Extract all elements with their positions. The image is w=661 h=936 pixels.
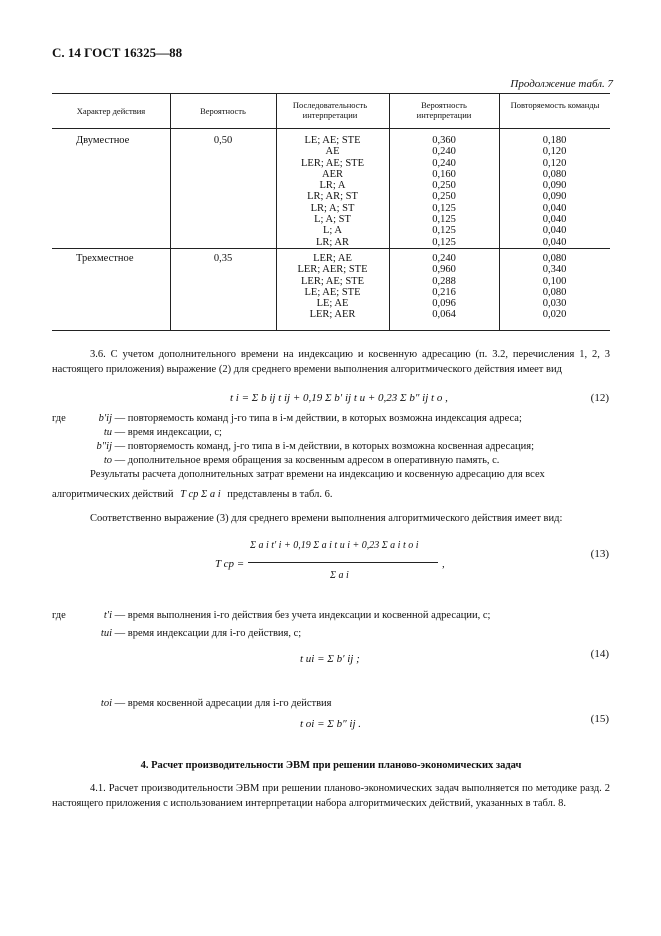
table-cell-kind: Трехместное [76,253,134,264]
equation-13-denominator: Σ a i [330,570,349,581]
table-cell-sequence: L; A; ST [314,214,351,226]
equation-13-lhs: T ср = [215,558,245,570]
table-cell-repeatability: 0,040 [542,236,567,248]
table-cell-interp-probability: 0,240 [432,157,456,169]
page-header: С. 14 ГОСТ 16325—88 [52,45,183,60]
table-cell-repeatability: 0,090 [542,191,567,203]
table-cell-repeatability: 0,040 [542,225,567,237]
definition-item: b′ij — повторяемость команд j-го типа в i-м действии, в которых возможна индексация адреса; [98,413,522,424]
table-cell-repeatability: 0,040 [542,202,567,214]
results-paragraph-line1: Результаты расчета дополнительных затрат времени на индексацию и косвенную адресацию для всех [90,469,545,480]
paragraph-4-1: 4.1. Расчет производительности ЭВМ при решении планово-экономических задач выполняется по методике разд. 2 настоящего приложения с использованием интерпретации набора алгоритмических действий, указанных в табл. 8. [52,783,610,809]
equation-14: t иi = Σ b′ ij ; [300,653,360,665]
table-cell-sequence: LR; AR [316,236,349,248]
table-cell-probability: 0,50 [213,135,233,146]
col-header-interp-probability: Вероятность интерпретации [416,100,472,120]
section-heading: 4. Расчет производительности ЭВМ при решении планово-экономических задач [140,760,522,771]
table-cell-repeatability: 0,080 [542,168,567,180]
equation-number: (13) [590,548,609,560]
definition-item: tи — время индексации, с; [103,427,222,438]
results-paragraph-line2: алгоритмических действий T ср Σ a i представлены в табл. 6. [52,489,333,500]
table-cell-interp-probability: 0,250 [432,191,456,203]
table-cell-interp-probability: 0,160 [432,168,456,180]
table-cell-sequence: LER; AE; STE [301,157,364,169]
table-cell-repeatability: 0,080 [542,286,567,298]
table-col-repeatability [499,135,610,248]
results-paragraph-line3: Соответственно выражение (3) для среднего времени выполнения алгоритмического действия имеет вид: [90,513,563,524]
definition-list [52,412,610,468]
table-header-rule [52,128,610,129]
table-cell-interp-probability: 0,240 [432,253,456,264]
table-cell-repeatability: 0,080 [542,253,567,264]
table-cell-interp-probability: 0,250 [432,180,456,192]
definition-item: tиi — время индексации для i-го действия, с; [100,628,302,639]
table-cell-interp-probability: 0,360 [432,135,456,146]
table-col-interp-probability [389,135,499,248]
table-cell-kind: Двуместное [76,135,130,146]
table-cell-interp-probability: 0,125 [432,236,456,248]
table-col-interp-probability [389,253,499,321]
col-header-probability: Вероятность [200,106,246,116]
table-cell-repeatability: 0,180 [542,135,567,146]
table-col-sequence [276,135,389,248]
definition-item: toi — время косвенной адресации для i-го действия [100,698,332,709]
table-col-repeatability [499,253,610,321]
table-cell-sequence: LR; A [319,180,346,192]
table-cell-repeatability: 0,090 [542,180,567,192]
equation-13-numerator: Σ a i t′ i + 0,19 Σ a i t и i + 0,23 Σ a i t o i [250,540,419,551]
table-cell-repeatability: 0,120 [542,157,567,169]
table-cell-repeatability: 0,340 [542,264,567,276]
table-cell-interp-probability: 0,064 [432,309,456,321]
table-cell-repeatability: 0,040 [542,214,567,226]
col-header-repeatability: Повторяемость команды [510,100,600,110]
table-cell-interp-probability: 0,125 [432,225,456,237]
table-cell-sequence: LE; AE; STE [304,286,361,298]
table-cell-interp-probability: 0,240 [432,146,456,158]
table-continuation-label: Продолжение табл. 7 [510,78,613,90]
where-label: где [52,610,66,621]
table-cell-sequence: LER; AER [309,309,356,321]
definition-item: to — дополнительное время обращения за косвенным адресом в оперативную память, с. [103,455,500,466]
table-cell-sequence: AER [322,168,343,180]
table-cell-interp-probability: 0,096 [432,298,456,310]
table-col-sequence [276,253,389,321]
definition-list [52,609,610,641]
equation-number: (14) [590,648,609,660]
equation-13-comma: , [442,558,445,570]
table-cell-interp-probability: 0,216 [432,286,456,298]
table-cell-repeatability: 0,100 [542,275,567,287]
fraction-bar [248,562,438,563]
definition-item: b″ij — повторяемость команд, j-го типа в i-м действии, в которых возможна косвенная адресация; [96,441,534,452]
table-cell-interp-probability: 0,288 [432,275,456,287]
definition-item: t′i — время выполнения i-го действия без учета индексации и косвенной адресации, с; [103,610,491,621]
table-top-rule [52,93,610,94]
table-cell-interp-probability: 0,125 [432,202,456,214]
table-cell-repeatability: 0,030 [542,298,567,310]
table-group-rule [52,248,610,249]
table-bottom-rule [52,330,610,331]
table-cell-sequence: L; A [323,225,342,237]
table-cell-sequence: AE [325,146,340,158]
table-cell-sequence: LER; AE; STE [301,275,364,287]
table-cell-sequence: LR; AR; ST [307,191,358,203]
table-cell-interp-probability: 0,960 [432,264,456,276]
where-label: где [52,413,66,424]
table-cell-interp-probability: 0,125 [432,214,456,226]
equation-12: t i = Σ b ij t ij + 0,19 Σ b′ ij t и + 0,23 Σ b″ ij t o , [230,392,448,404]
table-cell-probability: 0,35 [213,253,233,264]
table-cell-sequence: LER; AER; STE [297,264,368,276]
table-cell-sequence: LE; AE [316,298,349,310]
paragraph-3-6: 3.6. С учетом дополнительного времени на индексацию и косвенную адресацию (п. 3.2, перечисления 1, 2, 3 настоящего приложения) выражение (2) для среднего времени выполнения алгоритмического действия имеет вид [52,349,610,375]
equation-15: t oi = Σ b″ ij . [300,718,362,730]
col-header-kind: Характер действия [76,106,146,116]
col-header-sequence: Последовательность интерпретации [292,100,368,120]
table-cell-sequence: LE; AE; STE [304,135,361,146]
table-cell-repeatability: 0,020 [542,309,567,321]
table-cell-sequence: LR; A; ST [310,202,355,214]
table-col-divider [170,93,171,330]
equation-number: (15) [590,713,609,725]
table-cell-sequence: LER; AE [313,253,352,264]
equation-number: (12) [590,392,609,404]
table-cell-repeatability: 0,120 [542,146,567,158]
